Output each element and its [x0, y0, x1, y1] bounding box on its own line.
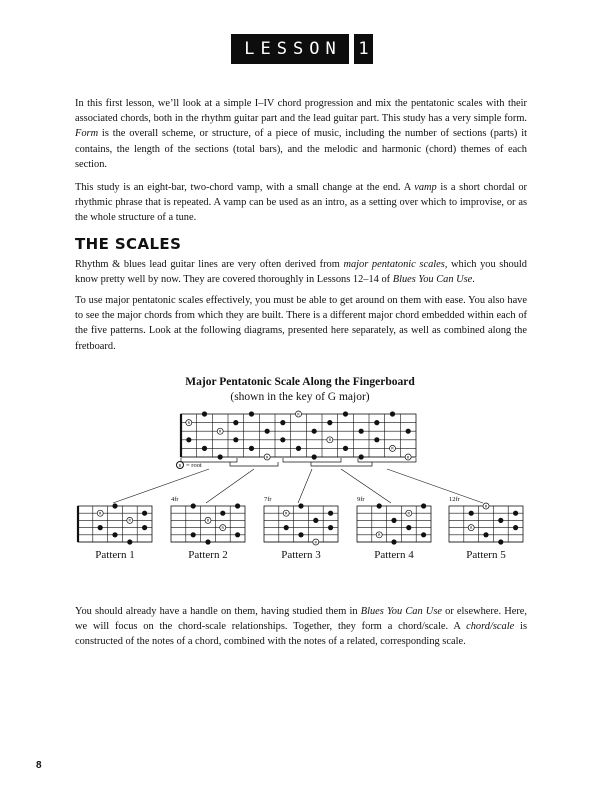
pattern-1-note-5: [127, 539, 132, 544]
pattern-4-fret-label: 9fr: [357, 496, 365, 503]
closing-paragraph: You should already have a handle on them, having studied them in Blues You Can Use or elsewhere. Here, we will focus on the chord-scale relationships. Together, they form a chord/scale. A chord/scale is constructed of the notes of a chord, combined with the notes of a related, corresponding scale.: [75, 606, 528, 648]
pattern-3-note-2: [298, 503, 303, 508]
main-note-20: [343, 411, 348, 416]
pattern-1-note-3: [112, 532, 117, 537]
connector-line-4: [341, 469, 391, 503]
main-note-12: [280, 420, 285, 425]
main-note-6: [233, 420, 238, 425]
pattern-4-note-1-root-symbol: R: [377, 533, 381, 538]
pattern-4-note-0: [377, 503, 382, 508]
pattern-4-note-2: [391, 518, 396, 523]
bracket-3: [283, 458, 341, 462]
pattern-4-note-5: [406, 525, 411, 530]
pattern-5-note-6: [513, 511, 518, 516]
scales-paragraph-2: To use major pentatonic scales effectively, you must be able to get around on them with ease. You also have to see the major chords from which they are built. There is a different major chord embedded within each of the five patterns. Look at the following diagrams, presented here separately, as well as combined along the fretboard.: [75, 295, 527, 352]
pattern-5-note-0: [469, 511, 474, 516]
main-note-19-root-symbol: R: [328, 438, 332, 443]
diagram-subtitle: (shown in the key of G major): [230, 391, 370, 403]
pattern-4-note-3: [391, 539, 396, 544]
pattern-3-note-5-root-symbol: R: [314, 540, 318, 545]
main-note-28: [406, 429, 411, 434]
main-note-5: [218, 454, 223, 459]
pattern-1-note-4-root-symbol: R: [128, 518, 132, 523]
main-note-18: [327, 420, 332, 425]
pattern-3-note-6: [328, 511, 333, 516]
pattern-5-note-7: [513, 525, 518, 530]
pattern-4-grid-frame: [357, 506, 431, 542]
pattern-1-label: Pattern 1: [95, 549, 135, 561]
pattern-5-note-5: [498, 539, 503, 544]
pattern-2-label: Pattern 2: [188, 549, 228, 561]
main-note-22: [359, 429, 364, 434]
main-note-4-root-symbol: R: [218, 429, 222, 434]
bracket-4: [311, 462, 372, 466]
connector-line-5: [387, 469, 483, 503]
pattern-2-note-5-root-symbol: R: [221, 525, 225, 530]
main-note-25: [374, 437, 379, 442]
pattern-4-label: Pattern 4: [374, 549, 414, 561]
main-note-17: [312, 454, 317, 459]
pattern-1-note-2: [112, 503, 117, 508]
main-note-15: [296, 446, 301, 451]
pattern-5-fret-label: 12fr: [449, 496, 460, 503]
connector-line-1: [113, 469, 209, 503]
pattern-3-note-3: [298, 532, 303, 537]
pattern-3-note-4: [313, 518, 318, 523]
pattern-5-note-4: [498, 518, 503, 523]
connector-line-2: [206, 469, 254, 503]
lesson-number: 1: [354, 34, 373, 64]
root-legend-text: = root: [186, 461, 202, 469]
pattern-2-note-3: [205, 539, 210, 544]
pattern-5-label: Pattern 5: [466, 549, 506, 561]
pattern-1-note-1: [98, 525, 103, 530]
pattern-2-grid-frame: [171, 506, 245, 542]
pattern-2-note-1: [191, 532, 196, 537]
main-note-0-root-symbol: R: [187, 420, 191, 425]
pattern-3-note-7: [328, 525, 333, 530]
pattern-5-note-3: [483, 532, 488, 537]
main-note-8: [249, 411, 254, 416]
pattern-1-note-6: [142, 511, 147, 516]
main-note-29-root-symbol: R: [406, 455, 410, 460]
main-note-24: [374, 420, 379, 425]
pattern-3-note-0-root-symbol: R: [284, 511, 288, 516]
main-note-1: [186, 437, 191, 442]
intro-paragraph-2: This study is an eight-bar, two-chord vamp, with a small change at the end. A vamp is a short chordal or rhythmic phrase that is repeated. A vamp can be used as an intro, as a setting over which to improvise, or as the whole structure of a tune.: [75, 182, 527, 224]
intro-paragraph-1: In this first lesson, we’ll look at a simple I–IV chord progression and mix the pentatonic scales with their associated chords, both in the rhythm guitar part and the lead guitar part. This study has a very simple form. Form is the overall scheme, or structure, of a piece of music, including the number of sections (parts) it contains, the length of the sections (total bars), and the melodic and harmonic (chord) themes of each section.: [75, 98, 527, 170]
pattern-3-fret-label: 7fr: [264, 496, 272, 503]
pattern-1-note-7: [142, 525, 147, 530]
section-heading-scales: THE SCALES: [75, 235, 182, 253]
scales-paragraph-1: Rhythm & blues lead guitar lines are very often derived from major pentatonic scales, which you should know pretty well by now. They are covered thoroughly in Lessons 12–14 of Blues You Can Use.: [75, 259, 527, 286]
main-note-21: [343, 446, 348, 451]
pattern-4-note-4-root-symbol: R: [407, 511, 411, 516]
main-note-27-root-symbol: R: [391, 446, 394, 451]
pattern-5-note-2-root-symbol: R: [484, 504, 488, 509]
pattern-2-fret-label: 4fr: [171, 496, 179, 503]
main-note-26: [390, 411, 395, 416]
main-note-11-root-symbol: R: [265, 455, 269, 460]
pattern-2-note-7: [235, 532, 240, 537]
main-note-10: [265, 429, 270, 434]
main-note-14-root-symbol: R: [297, 412, 300, 417]
pattern-4-note-6: [421, 503, 426, 508]
lesson-word: LESSON: [231, 34, 349, 64]
pattern-5-note-1-root-symbol: R: [469, 525, 473, 530]
bracket-1: [181, 458, 237, 462]
pattern-2-note-2-root-symbol: R: [206, 518, 210, 523]
main-note-2: [202, 411, 207, 416]
pattern-4-note-7: [421, 532, 426, 537]
main-note-23: [359, 454, 364, 459]
main-note-16: [312, 429, 317, 434]
main-note-3: [202, 446, 207, 451]
pattern-2-note-6: [235, 503, 240, 508]
pattern-2-note-4: [220, 511, 225, 516]
pattern-3-label: Pattern 3: [281, 549, 321, 561]
main-note-9: [249, 446, 254, 451]
diagram-title: Major Pentatonic Scale Along the Fingerboard: [185, 376, 415, 388]
main-note-13: [280, 437, 285, 442]
pattern-1-note-0-root-symbol: R: [98, 511, 102, 516]
connector-line-3: [298, 469, 312, 503]
pattern-3-note-1: [284, 525, 289, 530]
root-legend-symbol: R: [176, 461, 184, 469]
pattern-2-note-0: [191, 503, 196, 508]
main-note-7: [233, 437, 238, 442]
bracket-2: [230, 462, 278, 466]
page-number: 8: [36, 760, 42, 771]
